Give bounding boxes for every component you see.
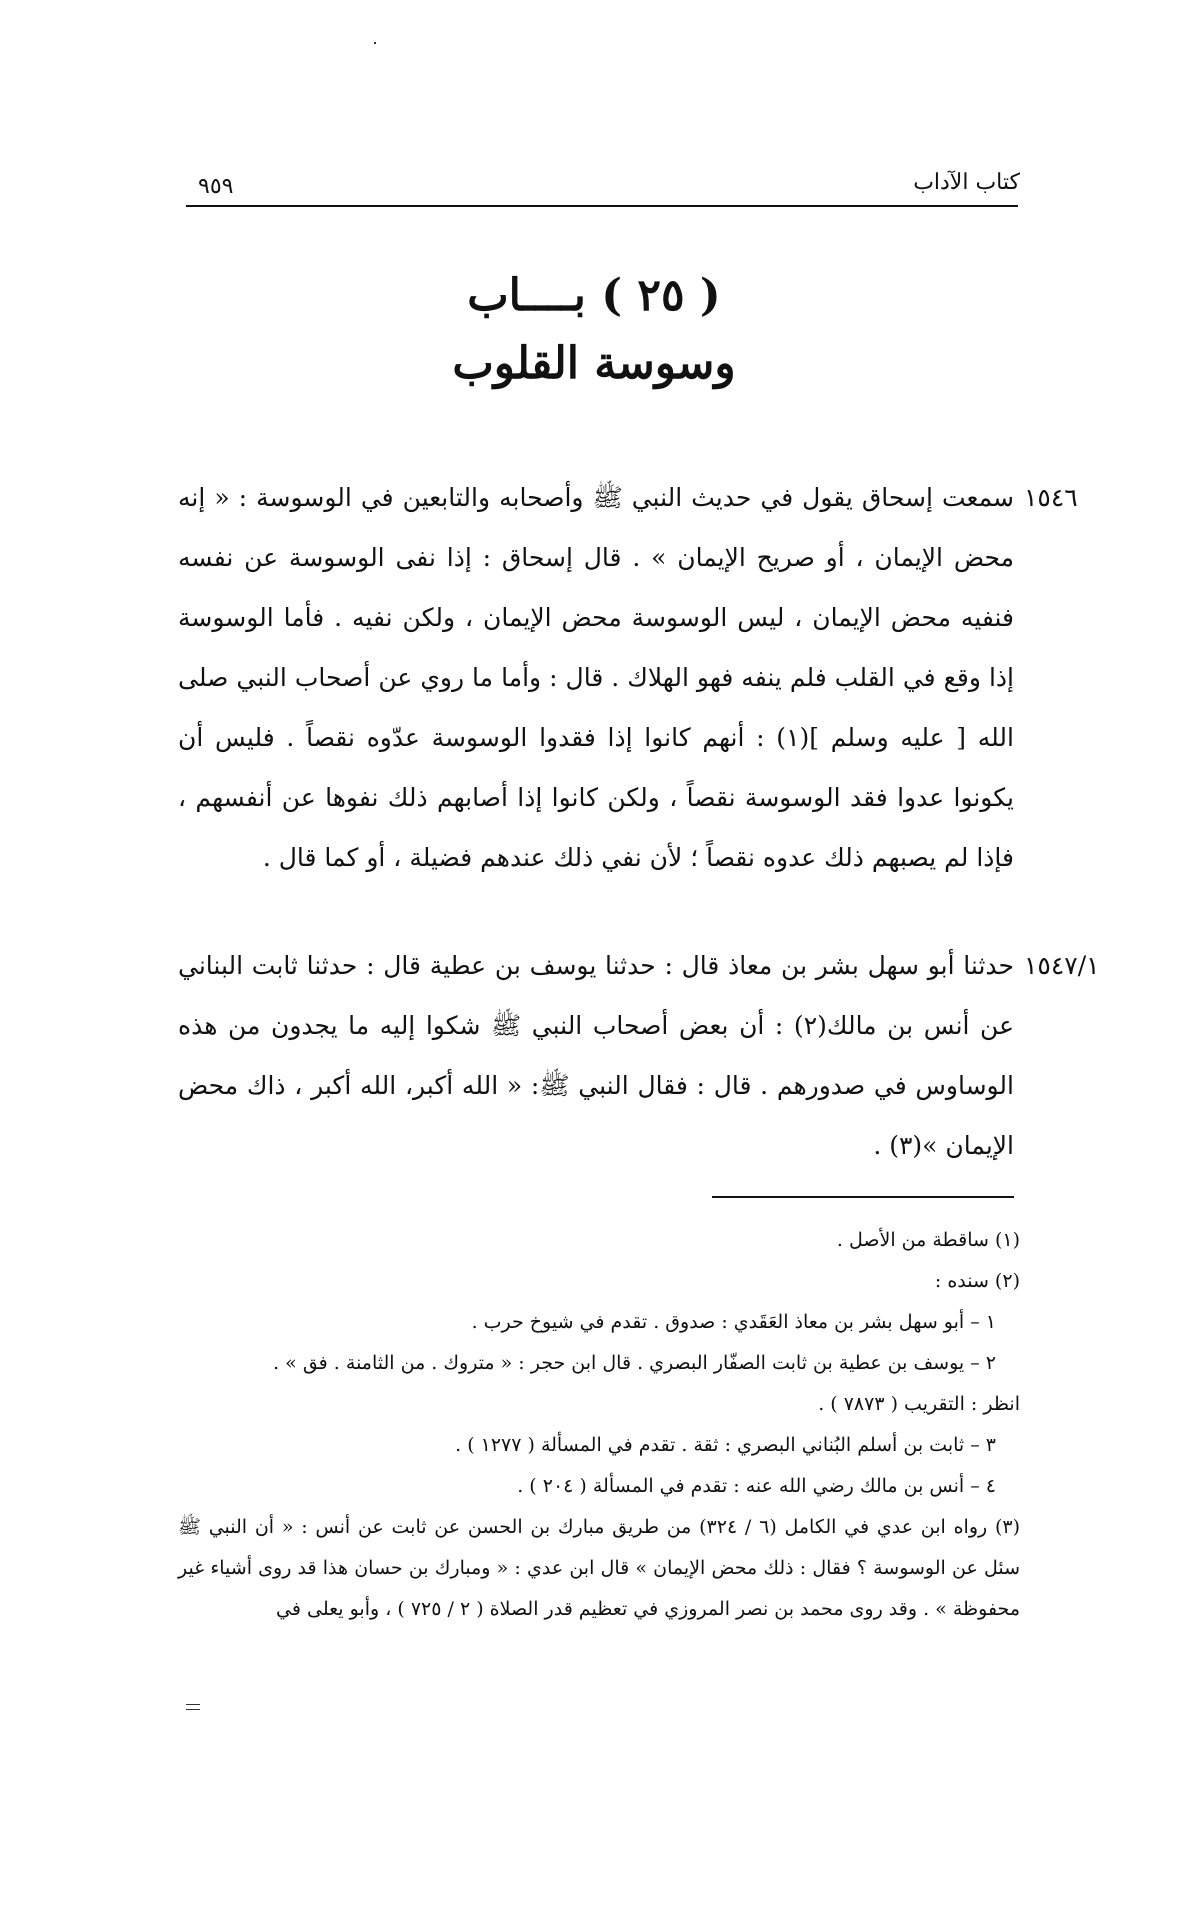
footnote-1: (١) ساقطة من الأصل . <box>836 1229 1020 1251</box>
hadith-text: سمعت إسحاق يقول في حديث النبي ﷺ وأصحابه والتابعين في الوسوسة : « إنه محض الإيمان ، أو صريح الإيمان » . قال إسحاق : إذا نفى الوسوسة عن نفسه فنفيه محض الإيمان ، ليس الوسوسة محض الإيمان ، ولكن نفيه . فأما الوسوسة إذا وقع في القلب فلم ينفه فهو الهلاك . قال : وأما ما روي عن أصحاب النبي صلى الله [ عليه وسلم ](١) : أنهم كانوا إذا فقدوا الوسوسة عدّوه نقصاً . فليس أن يكونوا عدوا فقد الوسوسة نقصاً ، ولكن كانوا إذا أصابهم ذلك نفوها عن أنفسهم ، فإذا لم يصبهم ذلك عدوه نقصاً ؛ لأن نفي ذلك عندهم فضيلة ، أو كما قال . <box>178 483 1014 872</box>
footnote-2-reference: انظر : التقريب ( ٧٨٧٣ ) . <box>818 1393 1020 1415</box>
footnote-2-narrator-4: ٤ – أنس بن مالك رضي الله عنه : تقدم في المسألة ( ٢٠٤ ) . <box>517 1475 996 1497</box>
page-number: ٩٥٩ <box>198 174 234 199</box>
chapter-title: وسوسة القلوب <box>452 338 736 389</box>
footnote-2-heading: (٢) سنده : <box>934 1270 1020 1292</box>
footnote-2-narrator-3: ٣ – ثابت بن أسلم البُناني البصري : ثقة . تقدم في المسألة ( ١٢٧٧ ) . <box>455 1434 996 1456</box>
hadith-number: ١٥٤٦ <box>1024 483 1078 512</box>
hadith-1546 <box>178 468 1078 888</box>
footnote-2-narrator-1: ١ – أبو سهل بشر بن معاذ العَقَدي : صدوق . تقدم في شيوخ حرب . <box>471 1311 996 1333</box>
scan-speck <box>374 42 376 44</box>
hadith-1547 <box>178 936 1100 1176</box>
hadith-number: ١٥٤٧/١ <box>1024 951 1100 980</box>
scan-mark <box>186 1704 200 1705</box>
chapter-number: ( ٢٥ ) بــــاب <box>467 270 721 321</box>
footnote-2-narrator-2: ٢ – يوسف بن عطية بن ثابت الصفّار البصري . قال ابن حجر : « متروك . من الثامنة . فق » . <box>273 1352 996 1374</box>
scan-mark <box>186 1709 200 1710</box>
running-header-title: كتاب الآداب <box>913 170 1020 195</box>
hadith-text: حدثنا أبو سهل بشر بن معاذ قال : حدثنا يوسف بن عطية قال : حدثنا ثابت البناني عن أنس بن مالك(٢) : أن بعض أصحاب النبي ﷺ شكوا إليه ما يجدون من هذه الوساوس في صدورهم . قال : فقال النبي ﷺ: « الله أكبر، الله أكبر ، ذاك محض الإيمان »(٣) . <box>178 951 1014 1160</box>
footnote-3: (٣) رواه ابن عدي في الكامل (٦ / ٣٢٤) من طريق مبارك بن الحسن عن ثابت عن أنس : « أن النبي ﷺ سئل عن الوسوسة ؟ فقال : ذلك محض الإيمان » قال ابن عدي : « ومبارك بن حسان هذا قد روى أشياء غير محفوظة » . وقد روى محمد بن نصر المروزي في تعظيم قدر الصلاة ( ٢ / ٧٢٥ ) ، وأبو يعلى في <box>178 1516 1020 1620</box>
footnotes <box>178 1220 1020 1630</box>
footnote-separator <box>712 1196 1014 1198</box>
header-rule <box>186 205 1018 207</box>
